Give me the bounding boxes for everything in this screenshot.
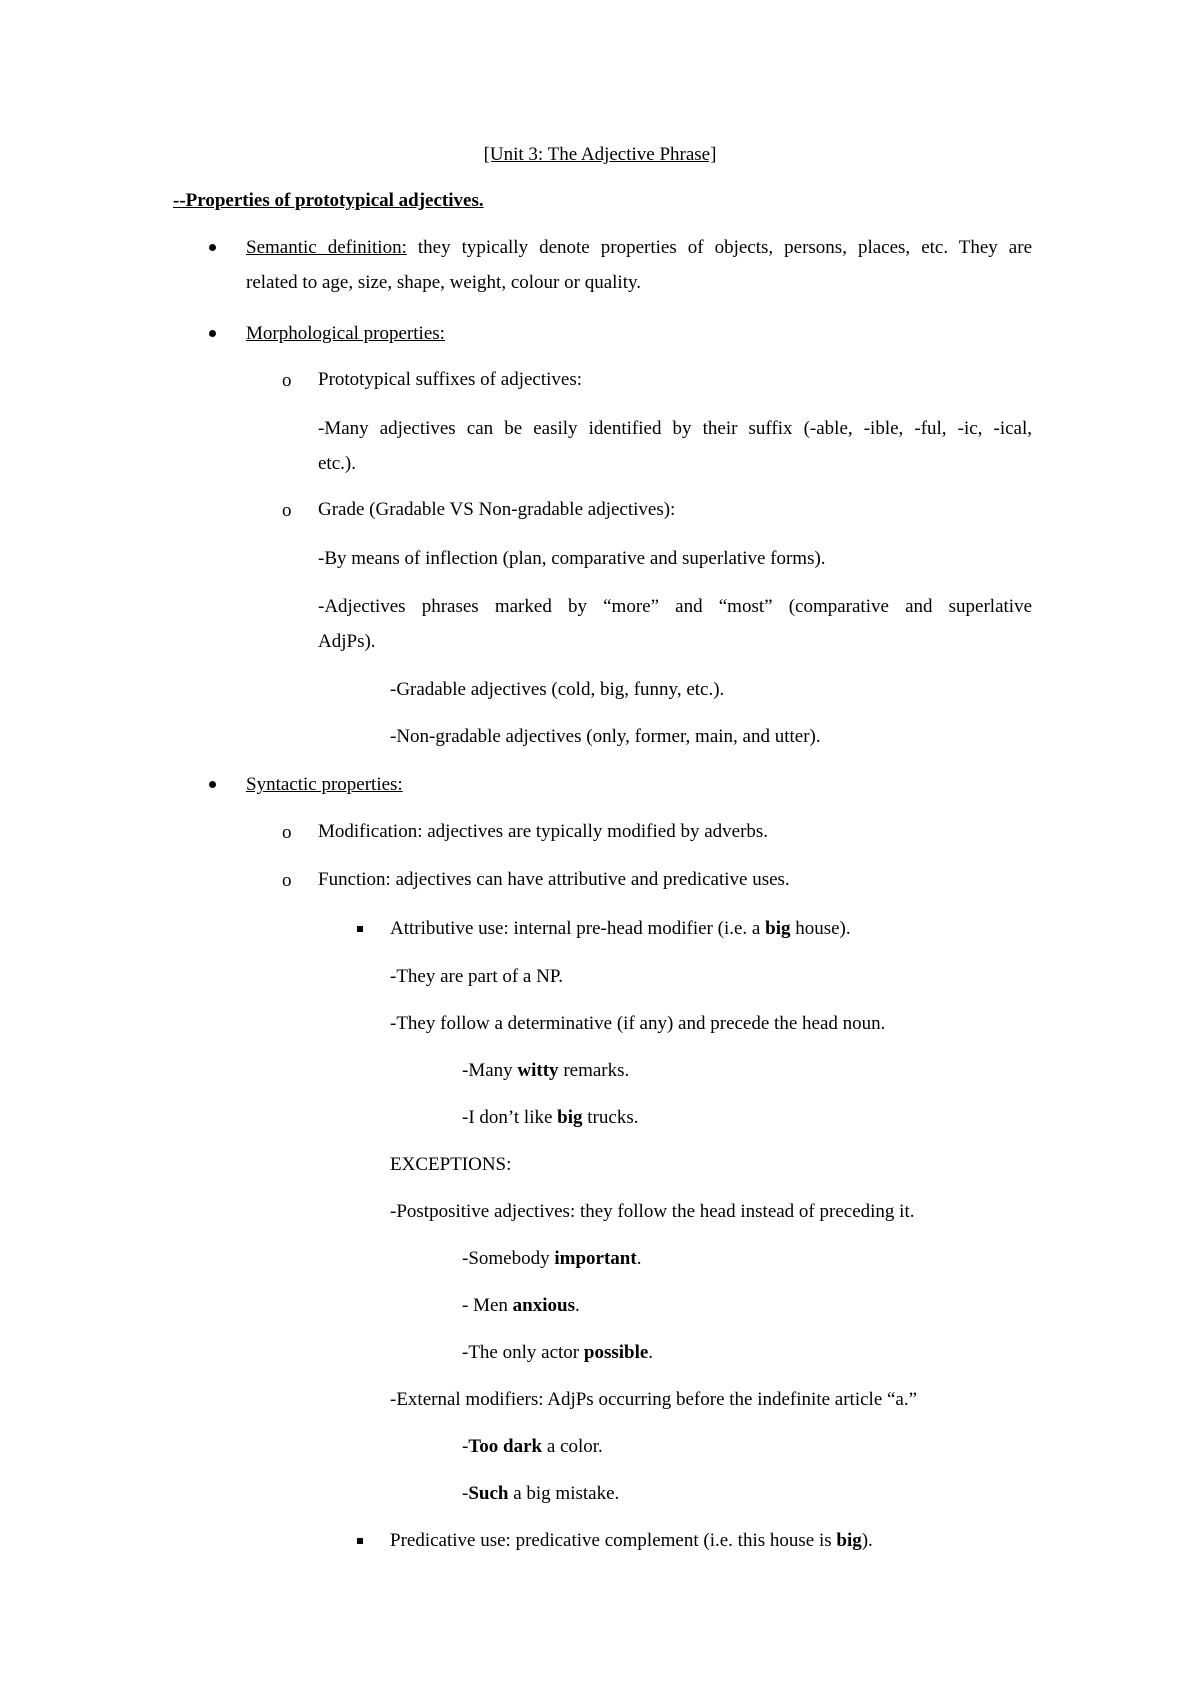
- semantic-line-1: [246, 237, 1032, 259]
- example-bold: big: [557, 1107, 583, 1128]
- example-text: -Somebody: [462, 1248, 555, 1269]
- predicative-bold: big: [836, 1530, 862, 1551]
- exceptions-heading: EXCEPTIONS:: [390, 1154, 512, 1175]
- example-text-end: a big mistake.: [508, 1483, 620, 1504]
- predicative-line: [390, 1530, 873, 1552]
- bullet-square: [357, 1538, 363, 1544]
- page-title: [Unit 3: The Adjective Phrase]: [483, 144, 717, 165]
- semantic-label: Semantic definition:: [246, 237, 407, 258]
- example-text-end: a color.: [542, 1436, 603, 1457]
- example-line: [462, 1060, 629, 1082]
- suffix-text-1: -Many adjectives can be easily identified by their suffix (-able, -ible, -ful, -ic, -ical,: [318, 418, 1032, 439]
- grade-inflection: -By means of inflection (plan, comparative and superlative forms).: [318, 548, 826, 569]
- example-line: [462, 1295, 580, 1317]
- example-text: -I don’t like: [462, 1107, 558, 1128]
- example-bold: anxious: [512, 1295, 575, 1316]
- grade-phrases-1: -Adjectives phrases marked by “more” and “most” (comparative and superlative: [318, 596, 1032, 617]
- example-text-end: remarks.: [558, 1060, 630, 1081]
- predicative-text: Predicative use: predicative complement (i.e. this house is: [390, 1530, 837, 1551]
- example-line: [462, 1248, 641, 1270]
- semantic-text: they typically denote properties of objects, persons, places, etc. They are: [406, 237, 1032, 258]
- bullet-disc: [209, 244, 216, 251]
- postpositive-line: -Postpositive adjectives: they follow the head instead of preceding it.: [390, 1201, 915, 1222]
- suffix-text-2: etc.).: [318, 453, 356, 474]
- example-text: -Many: [462, 1060, 518, 1081]
- attributive-text-end: house).: [790, 918, 851, 939]
- bullet-disc: [209, 330, 216, 337]
- bullet-circle: o: [282, 500, 292, 521]
- section-heading: --Properties of prototypical adjectives.: [173, 190, 484, 211]
- example-text: -: [462, 1483, 469, 1504]
- nongradable-line: -Non-gradable adjectives (only, former, main, and utter).: [390, 726, 821, 747]
- example-line: [462, 1436, 603, 1458]
- gradable-line: -Gradable adjectives (cold, big, funny, etc.).: [390, 679, 725, 700]
- grade-heading: Grade (Gradable VS Non-gradable adjectives):: [318, 499, 676, 520]
- bullet-square: [357, 926, 363, 932]
- example-bold: Too dark: [468, 1436, 543, 1457]
- example-text: - Men: [462, 1295, 513, 1316]
- bullet-circle: o: [282, 370, 292, 391]
- follow-line: -They follow a determinative (if any) and precede the head noun.: [390, 1013, 886, 1034]
- bullet-circle: o: [282, 870, 292, 891]
- example-text-end: .: [574, 1295, 580, 1316]
- example-line: [462, 1483, 619, 1505]
- suffix-heading: Prototypical suffixes of adjectives:: [318, 369, 583, 390]
- function-line: Function: adjectives can have attributive and predicative uses.: [318, 869, 790, 890]
- example-line: [462, 1107, 638, 1129]
- attributive-bold: big: [765, 918, 791, 939]
- external-line: -External modifiers: AdjPs occurring before the indefinite article “a.”: [390, 1389, 918, 1410]
- example-bold: witty: [517, 1060, 559, 1081]
- modification-line: Modification: adjectives are typically modified by adverbs.: [318, 821, 769, 842]
- grade-phrases-2: AdjPs).: [318, 631, 376, 652]
- example-bold: Such: [468, 1483, 509, 1504]
- example-text-end: .: [648, 1342, 654, 1363]
- attributive-text: Attributive use: internal pre-head modifier (i.e. a: [390, 918, 766, 939]
- syntax-label: Syntactic properties:: [246, 774, 403, 795]
- example-text: -The only actor: [462, 1342, 584, 1363]
- example-text-end: trucks.: [582, 1107, 639, 1128]
- example-bold: possible: [583, 1342, 649, 1363]
- example-text-end: .: [636, 1248, 642, 1269]
- attributive-line: [390, 918, 851, 940]
- bullet-circle: o: [282, 822, 292, 843]
- morph-label: Morphological properties:: [246, 323, 445, 344]
- example-line: [462, 1342, 653, 1364]
- example-bold: important: [554, 1248, 637, 1269]
- predicative-text-end: ).: [861, 1530, 873, 1551]
- bullet-disc: [209, 781, 216, 788]
- np-part-line: -They are part of a NP.: [390, 966, 564, 987]
- semantic-line-2: related to age, size, shape, weight, colour or quality.: [246, 272, 641, 293]
- example-text: -: [462, 1436, 469, 1457]
